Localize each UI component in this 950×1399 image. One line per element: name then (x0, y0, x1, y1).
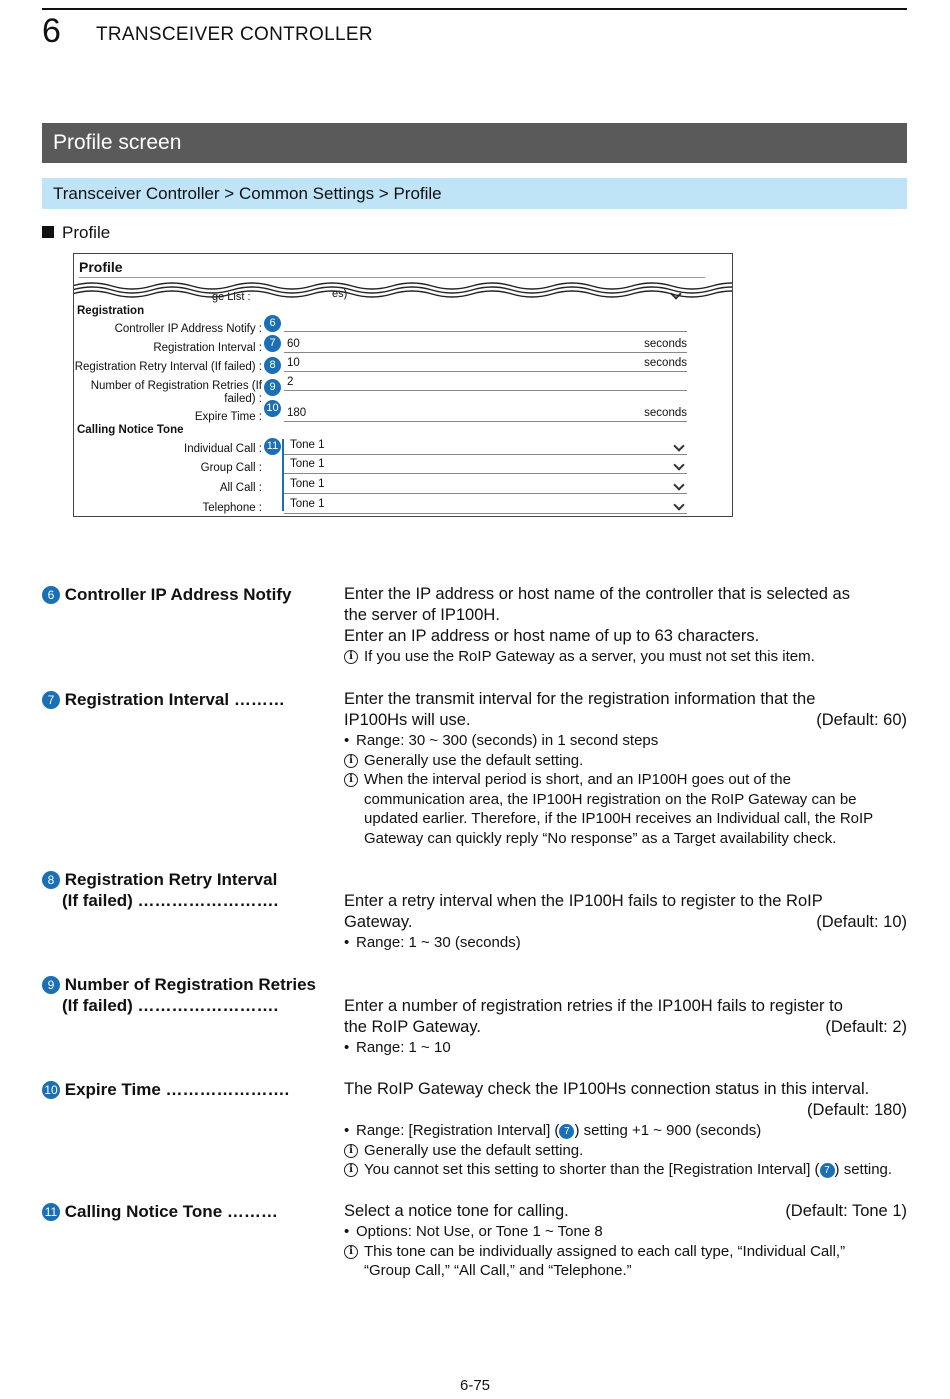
desc-line: Enter a number of registration retries if the IP100H fails to register to (344, 997, 843, 1015)
bullet-item: • Range: 30 ~ 300 (seconds) in 1 second steps (344, 731, 907, 751)
telephone-label: Telephone : (202, 502, 262, 514)
callout-badge-11: 11 (264, 438, 281, 455)
item-number-badge: 9 (42, 976, 60, 994)
registration-retries-input[interactable] (284, 376, 687, 391)
registration-interval-input[interactable] (284, 338, 687, 353)
section-heading (42, 223, 110, 243)
item-9-description (344, 996, 907, 1058)
torn-edge-wave-icon (73, 280, 733, 302)
individual-call-select[interactable]: Tone 1 (284, 439, 687, 455)
item-11-description (344, 1201, 907, 1281)
item-7-description (344, 689, 907, 848)
item-registration-retry-interval (42, 869, 278, 911)
telephone-select[interactable]: Tone 1 (284, 498, 687, 514)
item-number-badge: 10 (42, 1081, 60, 1099)
item-6-description (344, 584, 907, 667)
cut-label-fragment: ge List : (212, 291, 251, 303)
ref-badge-7: 7 (559, 1124, 574, 1139)
all-call-select[interactable]: Tone 1 (284, 478, 687, 494)
info-note: i You cannot set this setting to shorter than the [Registration Interval] ( 7 ) setting. (344, 1160, 907, 1180)
item-number-badge: 11 (42, 1203, 60, 1221)
default-value: (Default: Tone 1) (785, 1202, 907, 1220)
info-note-continuation: communication area, the IP100H registration on the RoIP Gateway can be (364, 790, 857, 808)
bullet-item: • Options: Not Use, or Tone 1 ~ Tone 8 (344, 1222, 907, 1242)
panel-title-divider (79, 277, 705, 278)
chevron-down-icon (673, 499, 684, 510)
registration-interval-value: 60 (287, 338, 300, 350)
info-icon: i (344, 1144, 358, 1158)
desc-line: Gateway. (344, 913, 413, 931)
info-icon: i (344, 1163, 358, 1177)
bullet-item: • Range: 1 ~ 10 (344, 1038, 907, 1058)
item-number-of-registration-retries (42, 974, 316, 1016)
info-note-continuation: Gateway can quickly reply “No response” as a Target availability check. (364, 829, 837, 847)
default-value: (Default: 2) (825, 1018, 907, 1036)
top-rule (42, 8, 907, 10)
retry-interval-input[interactable] (284, 357, 687, 372)
cut-value-fragment: es) (332, 288, 348, 300)
page-number: 6-75 (459, 1377, 491, 1394)
retry-interval-label: Registration Retry Interval (If failed) : (74, 361, 262, 373)
item-8-description (344, 891, 907, 953)
item-number-badge: 8 (42, 871, 60, 889)
registration-retries-value: 2 (287, 376, 294, 388)
info-note: i If you use the RoIP Gateway as a server, you must not set this item. (344, 647, 907, 667)
chevron-down-icon (673, 479, 684, 490)
item-controller-ip-address-notify (42, 584, 291, 605)
individual-call-label: Individual Call : (184, 443, 262, 455)
item-name-text: Registration Interval ……… (64, 690, 285, 709)
callout-badge-7: 7 (264, 335, 281, 352)
chapter-title: TRANSCEIVER CONTROLLER (96, 24, 373, 45)
expire-time-input[interactable] (284, 407, 687, 422)
default-value: (Default: 10) (816, 913, 907, 931)
registration-interval-unit: seconds (644, 338, 687, 350)
desc-line: IP100Hs will use. (344, 711, 471, 729)
info-note-continuation: updated earlier. Therefore, if the IP100H receives an Individual call, the RoIP (364, 810, 874, 827)
desc-line: Enter the transmit interval for the registration information that the (344, 690, 816, 708)
item-expire-time (42, 1079, 289, 1100)
profile-screenshot (73, 253, 733, 517)
desc-line: Enter a retry interval when the IP100H fails to register to the RoIP (344, 892, 823, 910)
item-name-sub: (If failed) ……………………. (62, 996, 279, 1015)
desc-line: The RoIP Gateway check the IP100Hs connection status in this interval. (344, 1080, 870, 1098)
group-registration-label: Registration (77, 305, 145, 317)
breadcrumb: Transceiver Controller > Common Settings > Profile (42, 178, 907, 209)
item-name-text: Controller IP Address Notify (64, 585, 292, 604)
bullet-item: • Range: 1 ~ 30 (seconds) (344, 933, 907, 953)
info-note: i Generally use the default setting. (344, 751, 907, 771)
item-number-badge: 6 (42, 586, 60, 604)
section-heading-text: Profile (62, 223, 111, 242)
info-note: i Generally use the default setting. (344, 1141, 907, 1161)
bullet-item: • Range: [Registration Interval] ( 7 ) setting +1 ~ 900 (seconds) (344, 1121, 907, 1141)
controller-ip-label: Controller IP Address Notify : (114, 323, 262, 335)
registration-interval-label: Registration Interval : (153, 342, 262, 354)
item-calling-notice-tone (42, 1201, 278, 1222)
retry-interval-unit: seconds (644, 357, 687, 369)
chevron-down-icon (673, 440, 684, 451)
callout-badge-6: 6 (264, 315, 281, 332)
info-icon: i (344, 1245, 358, 1259)
info-note-continuation: “Group Call,” “All Call,” and “Telephone.” (364, 1262, 632, 1279)
chevron-down-icon (673, 459, 684, 470)
controller-ip-input[interactable] (284, 317, 687, 332)
callout-badge-9: 9 (264, 379, 281, 396)
desc-line: Enter an IP address or host name of up to 63 characters. (344, 627, 760, 645)
callout-badge-10: 10 (264, 400, 281, 417)
item-number-badge: 7 (42, 691, 60, 709)
item-name-text: Number of Registration Retries (64, 975, 316, 994)
desc-line: the server of IP100H. (344, 606, 500, 624)
info-icon: i (344, 773, 358, 787)
retry-interval-value: 10 (287, 357, 300, 369)
desc-line: the RoIP Gateway. (344, 1018, 481, 1036)
expire-time-unit: seconds (644, 407, 687, 419)
desc-line: Enter the IP address or host name of the controller that is selected as (344, 585, 850, 603)
group-call-label: Group Call : (200, 462, 262, 474)
default-value: (Default: 180) (807, 1101, 907, 1119)
callout-badge-8: 8 (264, 357, 281, 374)
all-call-label: All Call : (219, 482, 262, 494)
chapter-number: 6 (42, 12, 61, 50)
info-icon: i (344, 754, 358, 768)
registration-retries-label-line1: Number of Registration Retries (If (90, 380, 262, 392)
item-name-text: Expire Time …………………. (64, 1080, 290, 1099)
desc-line: Select a notice tone for calling. (344, 1202, 569, 1220)
info-note: i This tone can be individually assigned to each call type, “Individual Call,” (344, 1242, 907, 1262)
registration-retries-label-line2: failed) : (224, 393, 262, 405)
item-name-text: Registration Retry Interval (64, 870, 278, 889)
expire-time-label: Expire Time : (194, 411, 262, 423)
panel-title: Profile (79, 259, 123, 275)
item-registration-interval (42, 689, 285, 710)
group-calling-label: Calling Notice Tone (77, 424, 184, 436)
screen-title-bar: Profile screen (42, 123, 907, 163)
item-name-sub: (If failed) ……………………. (62, 891, 279, 910)
item-name-text: Calling Notice Tone ……… (64, 1202, 278, 1221)
expire-time-value: 180 (287, 407, 307, 419)
info-icon: i (344, 650, 358, 664)
group-call-select[interactable]: Tone 1 (284, 458, 687, 474)
ref-badge-7: 7 (820, 1163, 835, 1178)
default-value: (Default: 60) (816, 711, 907, 729)
item-10-description (344, 1079, 907, 1180)
info-note: i When the interval period is short, and an IP100H goes out of the (344, 770, 907, 790)
square-bullet-icon (42, 226, 54, 238)
